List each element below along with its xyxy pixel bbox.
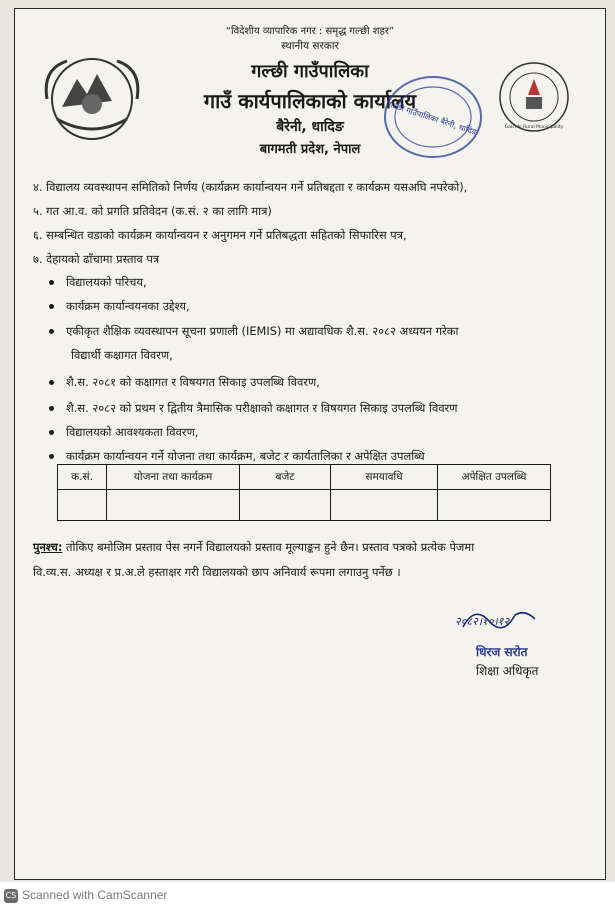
officer-name: धिरज सरोत [476,645,528,659]
bullet-icon [49,304,54,309]
municipality-logo-icon [488,57,580,137]
bullet-item: कार्यक्रम कार्यान्वयन गर्ने योजना तथा कार्यक्रम, बजेट र कार्यतालिका र अपेक्षित उपलब्धि [49,449,425,464]
bullet-item-continuation: विद्यार्थी कक्षागत विवरण, [71,348,173,362]
bullet-item: कार्यक्रम कार्यान्वयनका उद्देश्य, [49,299,190,314]
item-4: ४. विद्यालय व्यवस्थापन समितिको निर्णय (कार्यक्रम कार्यान्वयन गर्ने प्रतिबद्दता र कार्यक्रम यसअघि नपरेको), [33,180,468,194]
table-cell [107,490,240,521]
bullet-item: विद्यालयको परिचय, [49,275,147,290]
table-header: क.सं. [58,465,107,490]
table-header: बजेट [240,465,331,490]
address-line-1: बैरेनी, धादिङ [276,119,344,135]
office-stamp-icon [379,69,487,165]
scanner-footer [0,882,615,910]
scanner-watermark: Scanned with CamScanner [22,888,168,902]
table-header: समयावधि [331,465,438,490]
note-line-1: पुनश्च: तोकिए बमोजिम प्रस्ताव पेस नगर्ने विद्यालयको प्रस्ताव मूल्याङ्कन हुने छैन। प्रस्ताव पत्रको प्रत्येक पेजमा [33,540,475,554]
government-label: स्थानीय सरकार [281,40,339,52]
table-header-row [58,465,551,490]
table-cell [331,490,438,521]
table-cell [438,490,551,521]
bullet-item: एकीकृत शैक्षिक व्यवस्थापन सूचना प्रणाली (IEMIS) मा अद्यावधिक शै.स. २०८२ अध्ययन गरेका [49,324,458,339]
logo-text: Galchhi Rural Municipality [504,125,564,130]
bullet-item: शै.स. २०८२ को प्रथम र द्वितीय त्रैमासिक परीक्षाको कक्षागत र विषयगत सिकाइ उपलब्धि विवरण [49,401,458,416]
table-row [58,490,551,521]
table-header: योजना तथा कार्यक्रम [107,465,240,490]
camscanner-logo-icon: CS [4,889,18,903]
bullet-icon [49,454,54,459]
signature-icon [455,599,575,639]
bullet-icon [49,329,54,334]
bullet-icon [49,430,54,435]
note-line-2: वि.व्य.स. अध्यक्ष र प्र.अ.ले हस्ताक्षर गरी विद्यालयको छाप अनिवार्य रूपमा लगाउनु पर्नेछ । [33,565,401,579]
officer-title: शिक्षा अधिकृत [476,664,539,678]
table-cell [58,490,107,521]
bullet-item: विद्यालयको आवश्यकता विवरण, [49,425,198,440]
municipality-name: गल्छी गाउँपालिका [251,61,369,82]
table-cell [240,490,331,521]
note-label: पुनश्च: [33,540,63,554]
item-6: ६. सम्बन्धित वडाको कार्यक्रम कार्यान्वयन र अनुगमन गर्ने प्रतिबद्धता सहितको सिफारिस पत्र, [33,228,407,242]
office-name: गाउँ कार्यपालिकाको कार्यालय [203,89,417,113]
address-line-2: बागमती प्रदेश, नेपाल [259,142,361,157]
bullet-icon [49,280,54,285]
signature-date: २०८२।१०।१२ [455,615,510,628]
bullet-icon [49,406,54,411]
bullet-item: शै.स. २०८१ को कक्षागत र विषयगत सिकाइ उपलब्धि विवरण, [49,375,320,390]
letter-page [14,8,606,880]
stamp-text: गल्छी गाउँपालिका बैरेनी, धादिङ [387,99,478,137]
item-5: ५. गत आ.व. को प्रगति प्रतिवेदन (क.सं. २ का लागि मात्र) [33,204,272,218]
bullet-icon [49,380,54,385]
item-7: ७. देहायको ढाँचामा प्रस्ताव पत्र [33,252,160,266]
slogan: “विदेशीय व्यापारिक नगर : समृद्ध गल्छी शहर” [225,26,395,37]
table-header: अपेक्षित उपलब्धि [438,465,551,490]
proposal-table [57,464,551,521]
